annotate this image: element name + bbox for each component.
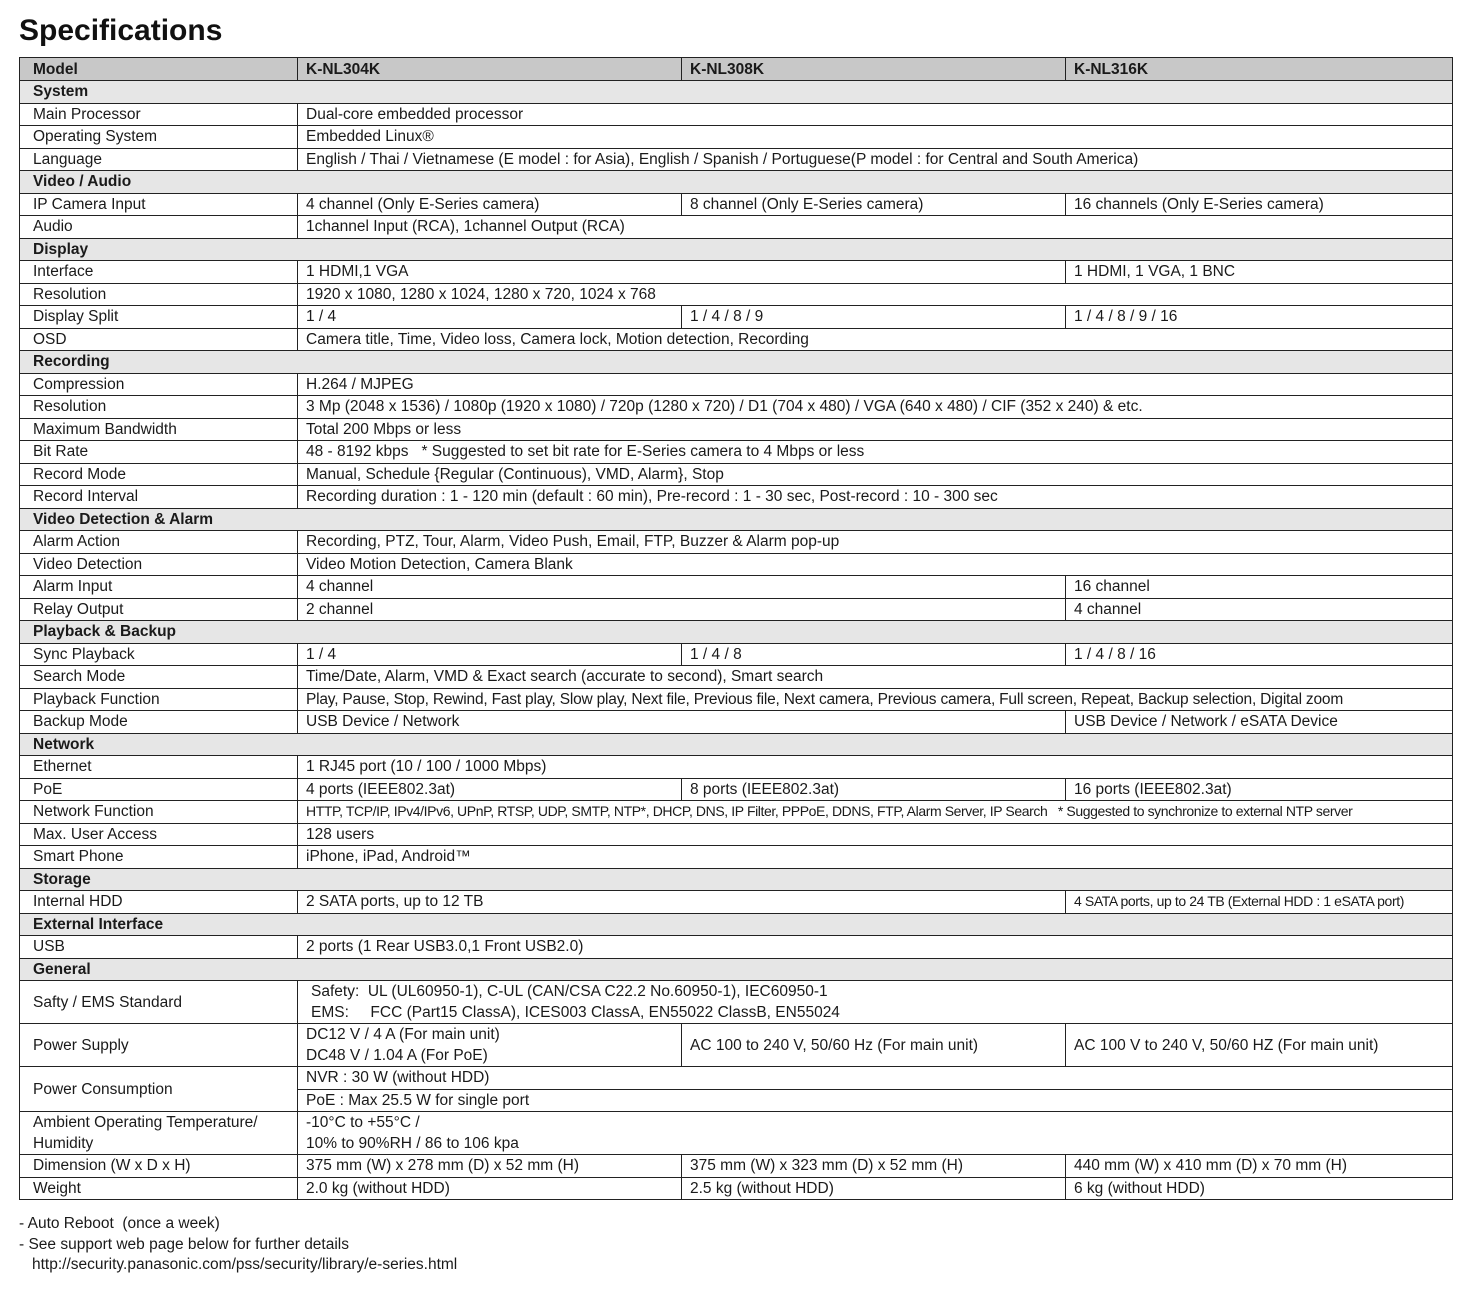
ambient-label-line2: Humidity [33, 1135, 94, 1152]
specifications-table [19, 57, 1453, 1200]
row-label: Record Interval [20, 486, 298, 509]
table-row [20, 396, 1453, 419]
model-k-nl304k: K-NL304K [298, 58, 682, 81]
row-value: 1 / 4 / 8 [682, 643, 1066, 666]
table-row [20, 553, 1453, 576]
row-label: Network Function [20, 801, 298, 824]
table-row [20, 441, 1453, 464]
row-label: IP Camera Input [20, 193, 298, 216]
row-value: iPhone, iPad, Android™ [298, 846, 1453, 869]
section-title: Network [20, 733, 1453, 756]
row-value: AC 100 V to 240 V, 50/60 HZ (For main unit) [1066, 1024, 1453, 1067]
row-value: 1 / 4 [298, 306, 682, 329]
table-row [20, 598, 1453, 621]
row-value: 16 ports (IEEE802.3at) [1066, 778, 1453, 801]
row-value: 1 / 4 / 8 / 9 [682, 306, 1066, 329]
row-value: 2.5 kg (without HDD) [682, 1177, 1066, 1200]
table-row [20, 936, 1453, 959]
table-row [20, 891, 1453, 914]
row-value: 4 SATA ports, up to 24 TB (External HDD : 1 eSATA port) [1066, 891, 1453, 914]
table-row [20, 103, 1453, 126]
table-row [20, 216, 1453, 239]
row-label: PoE [20, 778, 298, 801]
section-general [20, 958, 1453, 981]
table-row [20, 1024, 1453, 1067]
table-row [20, 666, 1453, 689]
section-title: System [20, 81, 1453, 104]
ambient-label-line1: Ambient Operating Temperature/ [33, 1114, 258, 1131]
row-value: 375 mm (W) x 278 mm (D) x 52 mm (H) [298, 1155, 682, 1178]
table-row [20, 126, 1453, 149]
row-label: Main Processor [20, 103, 298, 126]
row-value: 1 RJ45 port (10 / 100 / 1000 Mbps) [298, 756, 1453, 779]
row-label: Sync Playback [20, 643, 298, 666]
section-title: Display [20, 238, 1453, 261]
row-value: 8 channel (Only E-Series camera) [682, 193, 1066, 216]
section-network [20, 733, 1453, 756]
section-video-detection-alarm [20, 508, 1453, 531]
row-value: English / Thai / Vietnamese (E model : for Asia), English / Spanish / Portuguese(P model : for Central and South America) [298, 148, 1453, 171]
table-row [20, 711, 1453, 734]
table-row [20, 846, 1453, 869]
section-title: Recording [20, 351, 1453, 374]
support-url-link[interactable]: http://security.panasonic.com/pss/security/library/e-series.html [32, 1256, 458, 1273]
row-label: Bit Rate [20, 441, 298, 464]
row-label: Alarm Action [20, 531, 298, 554]
section-playback-backup [20, 621, 1453, 644]
table-row [20, 148, 1453, 171]
row-label: Audio [20, 216, 298, 239]
row-value: 1 / 4 [298, 643, 682, 666]
row-value: PoE : Max 25.5 W for single port [298, 1089, 1453, 1112]
table-row [20, 418, 1453, 441]
row-label: Dimension (W x D x H) [20, 1155, 298, 1178]
row-label: Power Supply [20, 1024, 298, 1067]
note-support-page: - See support web page below for further details [19, 1235, 349, 1253]
row-label: Backup Mode [20, 711, 298, 734]
section-video-audio [20, 171, 1453, 194]
table-row [20, 778, 1453, 801]
row-value: 4 ports (IEEE802.3at) [298, 778, 682, 801]
row-value: 4 channel [1066, 598, 1453, 621]
table-row [20, 688, 1453, 711]
table-row [20, 193, 1453, 216]
row-label: Smart Phone [20, 846, 298, 869]
section-title: Playback & Backup [20, 621, 1453, 644]
row-value: HTTP, TCP/IP, IPv4/IPv6, UPnP, RTSP, UDP, SMTP, NTP*, DHCP, DNS, IP Filter, PPPoE, DDNS, FTP, Alarm Server, IP Search * Suggested to synchronize to external NTP server [298, 801, 1453, 824]
row-value: AC 100 to 240 V, 50/60 Hz (For main unit) [682, 1024, 1066, 1067]
row-value: 4 channel [298, 576, 1066, 599]
model-k-nl308k: K-NL308K [682, 58, 1066, 81]
row-value: Recording, PTZ, Tour, Alarm, Video Push, Email, FTP, Buzzer & Alarm pop-up [298, 531, 1453, 554]
row-label: Search Mode [20, 666, 298, 689]
row-label: Interface [20, 261, 298, 284]
row-value: 1920 x 1080, 1280 x 1024, 1280 x 720, 1024 x 768 [298, 283, 1453, 306]
model-header-row [20, 58, 1453, 81]
table-row [20, 756, 1453, 779]
row-value: 48 - 8192 kbps * Suggested to set bit rate for E-Series camera to 4 Mbps or less [298, 441, 1453, 464]
section-display [20, 238, 1453, 261]
section-system [20, 81, 1453, 104]
row-value: 16 channels (Only E-Series camera) [1066, 193, 1453, 216]
table-row [20, 643, 1453, 666]
row-value: 128 users [298, 823, 1453, 846]
row-value: 4 channel (Only E-Series camera) [298, 193, 682, 216]
row-label: Maximum Bandwidth [20, 418, 298, 441]
temperature-line: -10°C to +55°C / [306, 1114, 420, 1131]
section-external-interface [20, 913, 1453, 936]
table-row [20, 283, 1453, 306]
row-value: 1 / 4 / 8 / 9 / 16 [1066, 306, 1453, 329]
row-value: 440 mm (W) x 410 mm (D) x 70 mm (H) [1066, 1155, 1453, 1178]
row-label: Record Mode [20, 463, 298, 486]
safety-line: Safety: UL (UL60950-1), C-UL (CAN/CSA C22.2 No.60950-1), IEC60950-1 [311, 983, 828, 1000]
table-row [20, 261, 1453, 284]
row-value: 2.0 kg (without HDD) [298, 1177, 682, 1200]
table-row [20, 531, 1453, 554]
row-label: Resolution [20, 396, 298, 419]
row-label: Alarm Input [20, 576, 298, 599]
row-value: Play, Pause, Stop, Rewind, Fast play, Slow play, Next file, Previous file, Next camera, Previous camera, Full screen, Repeat, Backup selection, Digital zoom [298, 688, 1453, 711]
row-label: Ethernet [20, 756, 298, 779]
row-label: Operating System [20, 126, 298, 149]
row-label: Language [20, 148, 298, 171]
table-row [20, 1177, 1453, 1200]
ems-line: EMS: FCC (Part15 ClassA), ICES003 ClassA, EN55022 ClassB, EN55024 [311, 1004, 840, 1021]
row-label: Max. User Access [20, 823, 298, 846]
row-label: Relay Output [20, 598, 298, 621]
table-row [20, 373, 1453, 396]
row-value: 2 SATA ports, up to 12 TB [298, 891, 1066, 914]
table-row [20, 576, 1453, 599]
row-label [20, 1112, 298, 1155]
row-value: 2 ports (1 Rear USB3.0,1 Front USB2.0) [298, 936, 1453, 959]
row-value: 375 mm (W) x 323 mm (D) x 52 mm (H) [682, 1155, 1066, 1178]
row-label: Internal HDD [20, 891, 298, 914]
row-value: 1 HDMI,1 VGA [298, 261, 1066, 284]
row-value: Dual-core embedded processor [298, 103, 1453, 126]
power-supply-poe: DC48 V / 1.04 A (For PoE) [306, 1047, 488, 1064]
section-storage [20, 868, 1453, 891]
row-value [298, 981, 1453, 1024]
row-value: 1 HDMI, 1 VGA, 1 BNC [1066, 261, 1453, 284]
table-row [20, 823, 1453, 846]
row-value: 1 / 4 / 8 / 16 [1066, 643, 1453, 666]
table-row [20, 306, 1453, 329]
row-value: NVR : 30 W (without HDD) [298, 1067, 1453, 1090]
table-row [20, 463, 1453, 486]
section-title: Video Detection & Alarm [20, 508, 1453, 531]
row-value: 1channel Input (RCA), 1channel Output (RCA) [298, 216, 1453, 239]
row-value: 16 channel [1066, 576, 1453, 599]
row-label: Safty / EMS Standard [20, 981, 298, 1024]
table-row [20, 1112, 1453, 1155]
model-label: Model [20, 58, 298, 81]
humidity-line: 10% to 90%RH / 86 to 106 kpa [306, 1135, 519, 1152]
power-supply-main: DC12 V / 4 A (For main unit) [306, 1026, 500, 1043]
page-title: Specifications [19, 14, 223, 47]
table-row [20, 801, 1453, 824]
row-value: 6 kg (without HDD) [1066, 1177, 1453, 1200]
section-title: External Interface [20, 913, 1453, 936]
row-value: 3 Mp (2048 x 1536) / 1080p (1920 x 1080) / 720p (1280 x 720) / D1 (704 x 480) / VGA (640 x 480) / CIF (352 x 240) & etc. [298, 396, 1453, 419]
row-label: Power Consumption [20, 1067, 298, 1112]
row-label: Display Split [20, 306, 298, 329]
row-label: Weight [20, 1177, 298, 1200]
table-row [20, 486, 1453, 509]
section-title: General [20, 958, 1453, 981]
row-value: Video Motion Detection, Camera Blank [298, 553, 1453, 576]
row-value [298, 1024, 682, 1067]
row-label: Video Detection [20, 553, 298, 576]
row-value: H.264 / MJPEG [298, 373, 1453, 396]
row-label: USB [20, 936, 298, 959]
table-row [20, 1067, 1453, 1090]
row-value: Embedded Linux® [298, 126, 1453, 149]
row-value [298, 1112, 1453, 1155]
note-auto-reboot: - Auto Reboot (once a week) [19, 1215, 220, 1232]
row-value: Manual, Schedule {Regular (Continuous), VMD, Alarm}, Stop [298, 463, 1453, 486]
section-title: Storage [20, 868, 1453, 891]
model-k-nl316k: K-NL316K [1066, 58, 1453, 81]
footnotes [19, 1214, 457, 1276]
row-value: USB Device / Network [298, 711, 1066, 734]
row-value: 8 ports (IEEE802.3at) [682, 778, 1066, 801]
row-label: Resolution [20, 283, 298, 306]
row-label: Compression [20, 373, 298, 396]
table-row [20, 981, 1453, 1024]
row-value: Time/Date, Alarm, VMD & Exact search (accurate to second), Smart search [298, 666, 1453, 689]
section-title: Video / Audio [20, 171, 1453, 194]
row-label: Playback Function [20, 688, 298, 711]
row-value: Recording duration : 1 - 120 min (default : 60 min), Pre-record : 1 - 30 sec, Post-record : 10 - 300 sec [298, 486, 1453, 509]
section-recording [20, 351, 1453, 374]
row-label: OSD [20, 328, 298, 351]
row-value: 2 channel [298, 598, 1066, 621]
row-value: Camera title, Time, Video loss, Camera lock, Motion detection, Recording [298, 328, 1453, 351]
table-row [20, 328, 1453, 351]
table-row [20, 1155, 1453, 1178]
row-value: USB Device / Network / eSATA Device [1066, 711, 1453, 734]
row-value: Total 200 Mbps or less [298, 418, 1453, 441]
